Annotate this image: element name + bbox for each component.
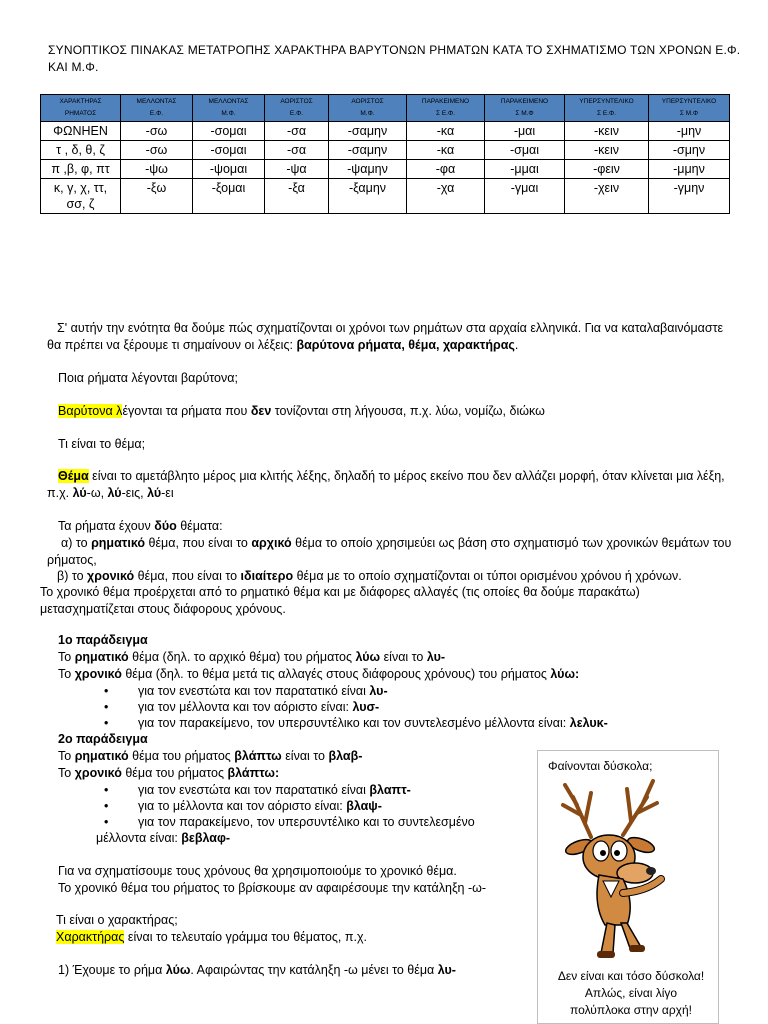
theme-a-5: θέμα το οποίο χρησιμεύει ως βάση στο σχηματισμό των χρονικών θεμάτων του ρήματος,: [47, 536, 732, 567]
thema-example-3: λύ: [147, 486, 162, 500]
theme-a-1: α) το: [61, 536, 92, 550]
ending-cell: -γμην: [649, 179, 730, 214]
bullet-stem: λυσ-: [352, 700, 380, 714]
ex2-l1-f: βλαβ-: [328, 749, 363, 763]
ex1-l1-f: λυ-: [426, 650, 446, 664]
ex1-l2-d: λύω:: [550, 667, 580, 681]
header-line-2: Μ.Φ.: [221, 110, 236, 117]
header-line-1: ΥΠΕΡΣΥΝΤΕΛΙΚΟ: [579, 98, 634, 105]
header-line-2: Σ Μ.Φ: [515, 110, 534, 117]
list-item: [104, 814, 475, 830]
sidebox-line-1: Δεν είναι και τόσο δύσκολα!: [557, 969, 705, 983]
header-line-2: Ε.Φ.: [149, 110, 164, 117]
table-header-row: [41, 95, 730, 122]
ending-cell: -σω: [121, 141, 193, 160]
list-item: [104, 715, 608, 731]
ex2-l2-d: βλάπτω:: [227, 766, 280, 780]
ex2-l1-c: θέμα του ρήματος: [128, 749, 235, 763]
ending-2: -εις,: [121, 486, 148, 500]
character-cell: π ,β, φ, πτ: [41, 160, 121, 179]
themes-intro-a: Τα ρήματα έχουν: [58, 519, 155, 533]
ex1-l1-e: είναι το: [380, 650, 427, 664]
ex2-l1-a: Το: [58, 749, 75, 763]
question-barytona: Ποια ρήματα λέγονται βαρύτονα;: [58, 371, 238, 385]
table-row: [41, 122, 730, 141]
character-cell: τ , δ, θ, ζ: [41, 141, 121, 160]
intro-end: .: [514, 338, 519, 352]
theme-b-4: ιδιαίτερο: [240, 569, 294, 583]
header-line-2: Μ.Φ.: [360, 110, 375, 117]
ending-cell: -σομαι: [193, 122, 265, 141]
step1-a: 1) Έχουμε το ρήμα: [58, 963, 166, 977]
table-header-cell: [485, 95, 565, 122]
ex1-l2-c: θέμα (δηλ. το θέμα μετά τις αλλαγές στους διάφορους χρόνους) του ρήματος: [121, 667, 551, 681]
example-2-title: 2ο παράδειγμα: [58, 732, 148, 746]
intro-text: Σ' αυτήν την ενότητα θα δούμε πώς σχηματίζονται οι χρόνοι των ρημάτων στα αρχαία ελληνικά. Για να καταλαβαινόμαστε θα πρέπει να ξέρουμε τι σημαίνουν οι λέξεις:: [47, 321, 724, 352]
bullet-stem: λελυκ-: [569, 716, 608, 730]
highlight-barytona: Βαρύτονα λ: [58, 404, 123, 418]
intro-keywords: βαρύτονα ρήματα, θέμα, χαρακτήρας: [296, 338, 515, 352]
example-1-line-1: [58, 649, 748, 666]
ex1-l1-d: λύω: [355, 650, 381, 664]
ending-cell: -σμην: [649, 141, 730, 160]
sidebox-text: [546, 968, 716, 1019]
ex2-l2-a: Το: [58, 766, 75, 780]
ending-cell: -μμαι: [485, 160, 565, 179]
table-header-cell: [407, 95, 485, 122]
example-1-title: 1ο παράδειγμα: [58, 633, 148, 647]
header-line-1: ΑΟΡΙΣΤΟΣ: [351, 98, 384, 105]
header-line-1: ΠΑΡΑΚΕΙΜΕΝΟ: [421, 98, 470, 105]
deer-sidebox: [537, 750, 719, 1024]
themes-intro-c: θέματα:: [176, 519, 223, 533]
answer-barytona-bold: δεν: [250, 404, 272, 418]
ex1-l2-b: χρονικό: [74, 667, 122, 681]
ex1-l1-c: θέμα (δηλ. το αρχικό θέμα) του ρήματος: [128, 650, 356, 664]
ending-cell: -σαμην: [329, 122, 407, 141]
sidebox-caption: Φαίνονται δύσκολα;: [548, 759, 653, 773]
ending-1: -ω,: [86, 486, 108, 500]
step1-b: λύω: [165, 963, 191, 977]
ending-cell: -σα: [265, 122, 329, 141]
ending-cell: -ψομαι: [193, 160, 265, 179]
header-line-1: ΠΑΡΑΚΕΙΜΕΝΟ: [500, 98, 549, 105]
ending-cell: -σομαι: [193, 141, 265, 160]
ending-3: -ει: [161, 486, 174, 500]
ending-cell: -φα: [407, 160, 485, 179]
answer-thema: [47, 468, 737, 502]
theme-a-4: αρχικό: [251, 536, 292, 550]
example-1-line-2: [58, 666, 748, 683]
theme-b-1: β) το: [57, 569, 88, 583]
table-row: [41, 179, 730, 214]
example-1-bullets: [104, 683, 608, 731]
table-header-cell: [649, 95, 730, 122]
header-line-2: Σ Ε.Φ.: [436, 110, 455, 117]
ending-cell: -ψαμην: [329, 160, 407, 179]
ending-cell: -χειν: [565, 179, 649, 214]
question-thema: Τι είναι το θέμα;: [58, 437, 146, 451]
themes-intro-b: δύο: [154, 519, 177, 533]
bullet-text: για τον παρακείμενο, τον υπερσυντέλικο και τον συντελεσμένο μέλλοντα είναι:: [138, 716, 570, 730]
header-line-1: ΜΕΛΛΟΝΤΑΣ: [208, 98, 249, 105]
thema-example-1: λύ: [72, 486, 87, 500]
bullet-text: για τον παρακείμενο, τον υπερσυντέλικο και το συντελεσμένο: [138, 815, 475, 829]
theme-b-2: χρονικό: [87, 569, 135, 583]
table-header-cell: [193, 95, 265, 122]
header-line-1: ΧΑΡΑΚΤΗΡΑΣ: [59, 98, 102, 105]
step1-c: . Αφαιρώντας την κατάληξη -ω μένει το θέμα: [190, 963, 438, 977]
ending-cell: -ξω: [121, 179, 193, 214]
intro-paragraph: [47, 320, 737, 354]
ending-cell: -γμαι: [485, 179, 565, 214]
list-item: [104, 798, 475, 814]
highlight-thema: Θέμα: [58, 469, 89, 483]
ex1-l1-a: Το: [58, 650, 75, 664]
bullet-text: για τον ενεστώτα και τον παρατατικό είναι: [138, 783, 370, 797]
ex2-l1-b: ρηματικό: [74, 749, 129, 763]
character-cell: ΦΩΝΗΕΝ: [41, 122, 121, 141]
answer-barytona-end: τονίζονται στη λήγουσα, π.χ. λύω, νομίζω, διώκω: [271, 404, 545, 418]
header-line-2: Σ Ε.Φ.: [597, 110, 616, 117]
ex2-cont-b: βεβλαφ-: [181, 831, 231, 845]
bullet-stem: βλαψ-: [346, 799, 382, 813]
list-item: [104, 782, 475, 798]
page-title: ΣΥΝΟΠΤΙΚΟΣ ΠΙΝΑΚΑΣ ΜΕΤΑΤΡΟΠΗΣ ΧΑΡΑΚΤΗΡΑ ΒΑΡΥΤΟΝΩΝ ΡΗΜΑΤΩΝ ΚΑΤΑ ΤΟ ΣΧΗΜΑΤΙΣΜΟ ΤΩΝ ΧΡΟΝΩΝ Ε.Φ. ΚΑΙ Μ.Φ.: [48, 43, 741, 74]
table-header-cell: [41, 95, 121, 122]
theme-a: [47, 535, 737, 569]
list-item: [104, 699, 608, 715]
header-line-2: Σ Μ.Φ: [679, 110, 699, 117]
ending-cell: -χα: [407, 179, 485, 214]
ending-cell: -κα: [407, 141, 485, 160]
theme-b-3: θέμα, που είναι το: [134, 569, 241, 583]
ex2-l2-c: θέμα του ρήματος: [121, 766, 228, 780]
bullet-text: για το μέλλοντα και τον αόριστο είναι:: [138, 799, 347, 813]
theme-b: [47, 568, 737, 585]
question-charaktiras: Τι είναι ο χαρακτήρας;: [56, 913, 178, 927]
answer-thema-text: είναι το αμετάβλητο μέρος μια κλιτής λέξης, δηλαδή το μέρος εκείνο που δεν αλλάζει μορφή, όταν κλίνεται μια λέξη, π.χ.: [47, 469, 725, 500]
ex2-l1-e: είναι το: [281, 749, 329, 763]
header-line-1: ΥΠΕΡΣΥΝΤΕΛΙΚΟ: [661, 98, 717, 105]
header-line-2: ΡΗΜΑΤΟΣ: [64, 110, 97, 117]
ex2-l1-d: βλάπτω: [234, 749, 282, 763]
step1-d: λυ-: [437, 963, 456, 977]
deer-cartoon-icon: [543, 775, 713, 965]
header-line-1: ΜΕΛΛΟΝΤΑΣ: [136, 98, 177, 105]
table-header-cell: [121, 95, 193, 122]
table-body: [41, 122, 730, 214]
ex1-l1-b: ρηματικό: [74, 650, 129, 664]
table-header-cell: [265, 95, 329, 122]
bullet-stem: λυ-: [369, 684, 388, 698]
ending-cell: -ξα: [265, 179, 329, 214]
theme-a-3: θέμα, που είναι το: [145, 536, 252, 550]
answer-charaktiras-text: είναι το τελευταίο γράμμα του θέματος, π.χ.: [124, 930, 367, 944]
bullet-text: για τον μέλλοντα και τον αόριστο είναι:: [138, 700, 353, 714]
list-item: [104, 683, 608, 699]
ending-cell: -σμαι: [485, 141, 565, 160]
header-line-1: ΑΟΡΙΣΤΟΣ: [280, 98, 313, 105]
ending-cell: -κειν: [565, 122, 649, 141]
table-row: [41, 160, 730, 179]
ex2-cont-a: μέλλοντα είναι:: [96, 831, 182, 845]
table-row: [41, 141, 730, 160]
answer-barytona-text: έγονται τα ρήματα που: [122, 404, 251, 418]
themes-intro: [58, 518, 748, 535]
thema-example-2: λύ: [107, 486, 122, 500]
time-stem-line-1: Για να σχηματίσουμε τους χρόνους θα χρησιμοποιούμε το χρονικό θέμα.: [58, 864, 457, 878]
theme-c: Το χρονικό θέμα προέρχεται από το ρηματικό θέμα και με διάφορες αλλαγές (τις οποίες θα δούμε παρακάτω) μετασχηματίζεται στους διάφορους χρόνους.: [40, 585, 640, 616]
ending-cell: -κειν: [565, 141, 649, 160]
header-line-2: Ε.Φ.: [289, 110, 304, 117]
sidebox-line-2: Απλώς, είναι λίγο: [584, 986, 678, 1000]
ending-cell: -φειν: [565, 160, 649, 179]
example-2-bullets: [104, 782, 475, 830]
answer-barytona: [58, 403, 748, 420]
theme-b-5: θέμα με το οποίο σχηματίζονται οι τύποι ορισμένου χρόνου ή χρόνων.: [293, 569, 682, 583]
ending-cell: -ψω: [121, 160, 193, 179]
ending-cell: -κα: [407, 122, 485, 141]
table-header-cell: [329, 95, 407, 122]
ending-cell: -σω: [121, 122, 193, 141]
bullet-stem: βλαπτ-: [369, 783, 411, 797]
conjugation-table: [40, 94, 730, 214]
table-header-cell: [565, 95, 649, 122]
sidebox-line-3: πολύπλοκα στην αρχή!: [570, 1003, 692, 1017]
ending-cell: -μην: [649, 122, 730, 141]
ending-cell: -μμην: [649, 160, 730, 179]
ending-cell: -ξομαι: [193, 179, 265, 214]
ending-cell: -σαμην: [329, 141, 407, 160]
ending-cell: -ξαμην: [329, 179, 407, 214]
ending-cell: -ψα: [265, 160, 329, 179]
ending-cell: -μαι: [485, 122, 565, 141]
bullet-text: για τον ενεστώτα και τον παρατατικό είναι: [138, 684, 370, 698]
highlight-charaktiras: Χαρακτήρας: [56, 930, 125, 944]
character-cell: κ, γ, χ, ττ, σσ, ζ: [41, 179, 121, 214]
ex2-l2-b: χρονικό: [74, 766, 122, 780]
ex1-l2-a: Το: [58, 667, 75, 681]
theme-a-2: ρηματικό: [91, 536, 146, 550]
time-stem-line-2: Το χρονικό θέμα του ρήματος το βρίσκουμε αν αφαιρέσουμε την κατάληξη -ω-: [58, 881, 487, 895]
ending-cell: -σα: [265, 141, 329, 160]
